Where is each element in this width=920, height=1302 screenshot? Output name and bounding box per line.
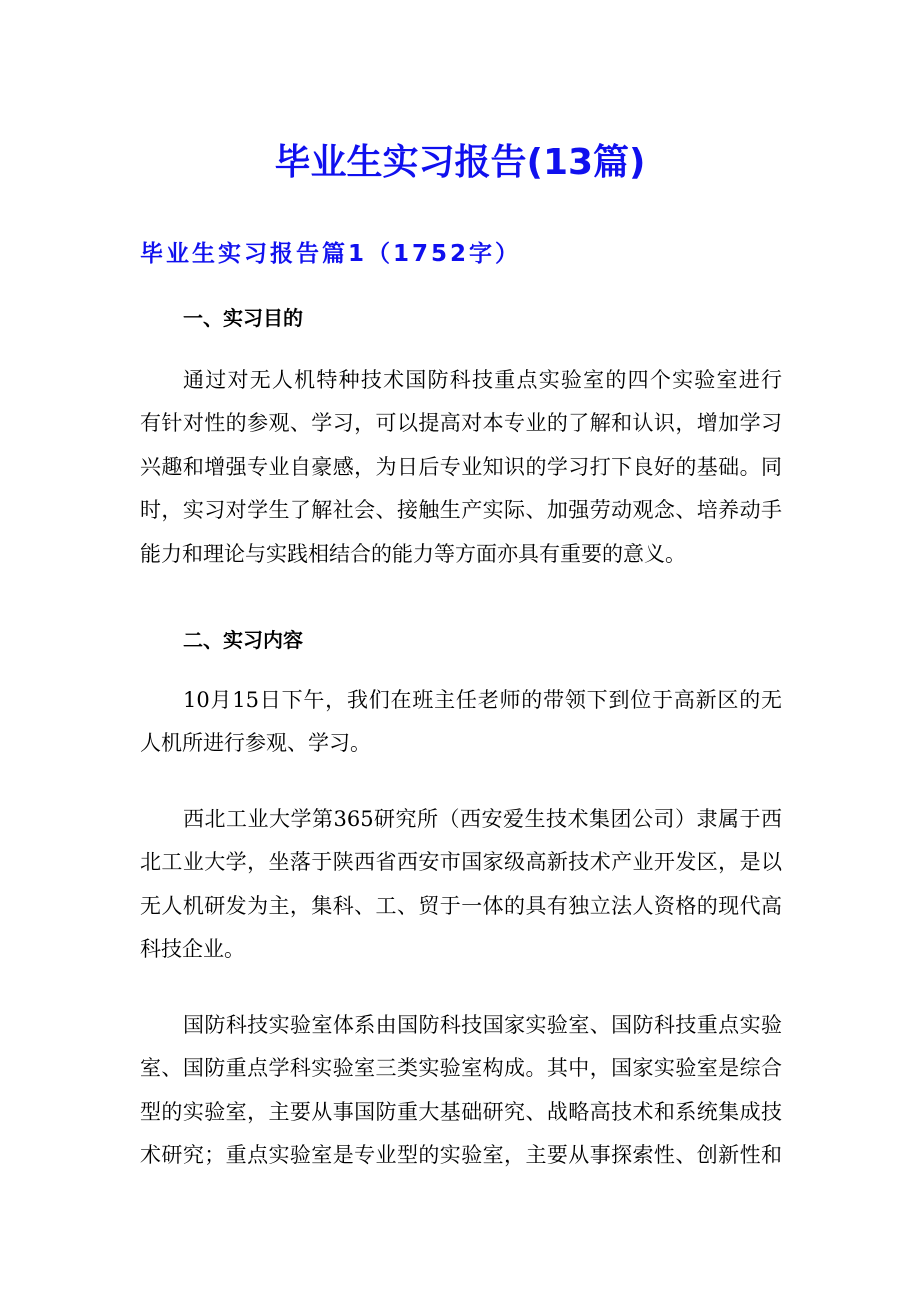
text-line: 10月15日下午，我们在班主任老师的带领下到位于高新区的无	[183, 688, 782, 712]
text-line: 科技企业。	[140, 937, 245, 962]
text-line: 型的实验室，主要从事国防重大基础研究、战略高技术和系统集成技	[140, 1099, 782, 1124]
text-line: 有针对性的参观、学习，可以提高对本专业的了解和认识，增加学习	[140, 411, 782, 436]
text-line: 北工业大学，坐落于陕西省西安市国家级高新技术产业开发区，是以	[140, 850, 782, 875]
document-title: 毕业生实习报告(13篇)	[274, 142, 646, 183]
text-line: 人机所进行参观、学习。	[140, 731, 371, 756]
text-line: 无人机研发为主，集科、工、贸于一体的具有独立法人资格的现代高	[140, 893, 782, 918]
text-line: 室、国防重点学科实验室三类实验室构成。其中，国家实验室是综合	[140, 1056, 782, 1081]
paragraph-visit	[140, 679, 782, 766]
text-line: 通过对无人机特种技术国防科技重点实验室的四个实验室进行	[183, 368, 782, 392]
text-line: 国防科技实验室体系由国防科技国家实验室、国防科技重点实验	[183, 1013, 782, 1037]
text-line: 兴趣和增强专业自豪感，为日后专业知识的学习打下良好的基础。同	[140, 454, 782, 479]
paragraph-institute	[140, 798, 782, 972]
text-line: 能力和理论与实践相结合的能力等方面亦具有重要的意义。	[140, 541, 686, 566]
text-line: 时，实习对学生了解社会、接触生产实际、加强劳动观念、培养动手	[140, 498, 782, 523]
subheading-content: 二、实习内容	[183, 628, 303, 652]
text-line: 西北工业大学第365研究所（西安爱生技术集团公司）隶属于西	[183, 807, 782, 831]
text-line: 术研究；重点实验室是专业型的实验室，主要从事探索性、创新性和	[140, 1143, 782, 1168]
subheading-purpose: 一、实习目的	[183, 306, 303, 330]
paragraph-lab-system	[140, 1004, 782, 1178]
paragraph-purpose	[140, 359, 782, 576]
section-heading: 毕业生实习报告篇1（1752字）	[140, 241, 522, 267]
